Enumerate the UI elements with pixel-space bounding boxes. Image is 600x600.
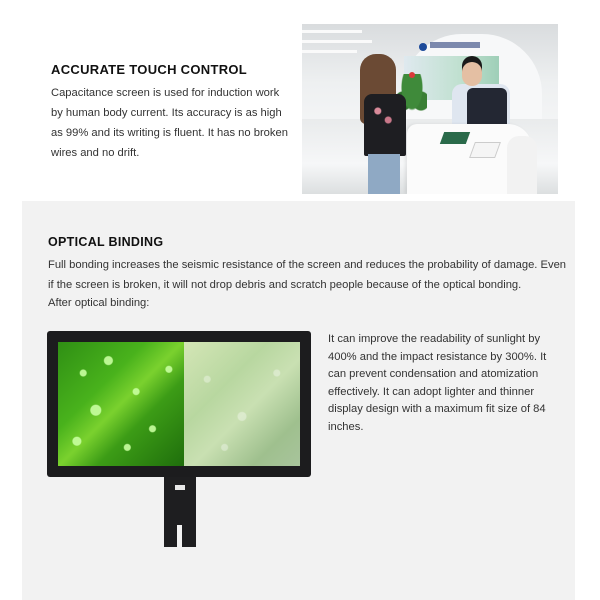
optical-binding-benefits: It can improve the readability of sunlight by 400% and the impact resistance by 300%. It can prevent condensation and atomization effectively. It can adopt lighter and thinner display design with a maximum fit size of 84 inches. (328, 333, 547, 433)
counter-end (507, 136, 537, 194)
touch-tablet (440, 132, 470, 144)
bonded-leaf-image (58, 342, 184, 466)
optical-binding-title: OPTICAL BINDING (48, 235, 164, 249)
flower (409, 72, 415, 78)
touch-control-section (51, 62, 291, 163)
unbonded-leaf-image (184, 342, 300, 466)
fpc-label (175, 485, 185, 490)
staff-head (462, 62, 482, 86)
ceiling-light (302, 30, 362, 33)
after-binding-label: After optical binding: (48, 297, 150, 309)
fpc-connector-tail (164, 477, 196, 547)
staff-vest (467, 88, 507, 128)
touch-panel-image (47, 331, 311, 477)
customer-jeans (368, 154, 400, 194)
panel-screen (58, 342, 300, 466)
touch-control-description: Capacitance screen is used for induction work by human body current. Its accuracy is as high as 99% and its writing is fluent. It has no broken wires and no drift. (51, 87, 288, 159)
touch-control-title: ACCURATE TOUCH CONTROL (51, 62, 248, 77)
ceiling-light (302, 50, 357, 53)
optical-binding-panel (22, 201, 575, 600)
optical-binding-description: Full bonding increases the seismic resistance of the screen and reduces the probability of damage. Even if the screen is broken, it will not drop debris and scratch people because of the optical bonding. (48, 259, 567, 291)
ceiling-light (302, 40, 372, 43)
fpc-slot (177, 525, 182, 547)
bank-counter-photo (302, 24, 558, 194)
bank-logo-icon (419, 43, 427, 51)
customer-jacket (364, 94, 406, 156)
bank-signage (430, 42, 480, 48)
